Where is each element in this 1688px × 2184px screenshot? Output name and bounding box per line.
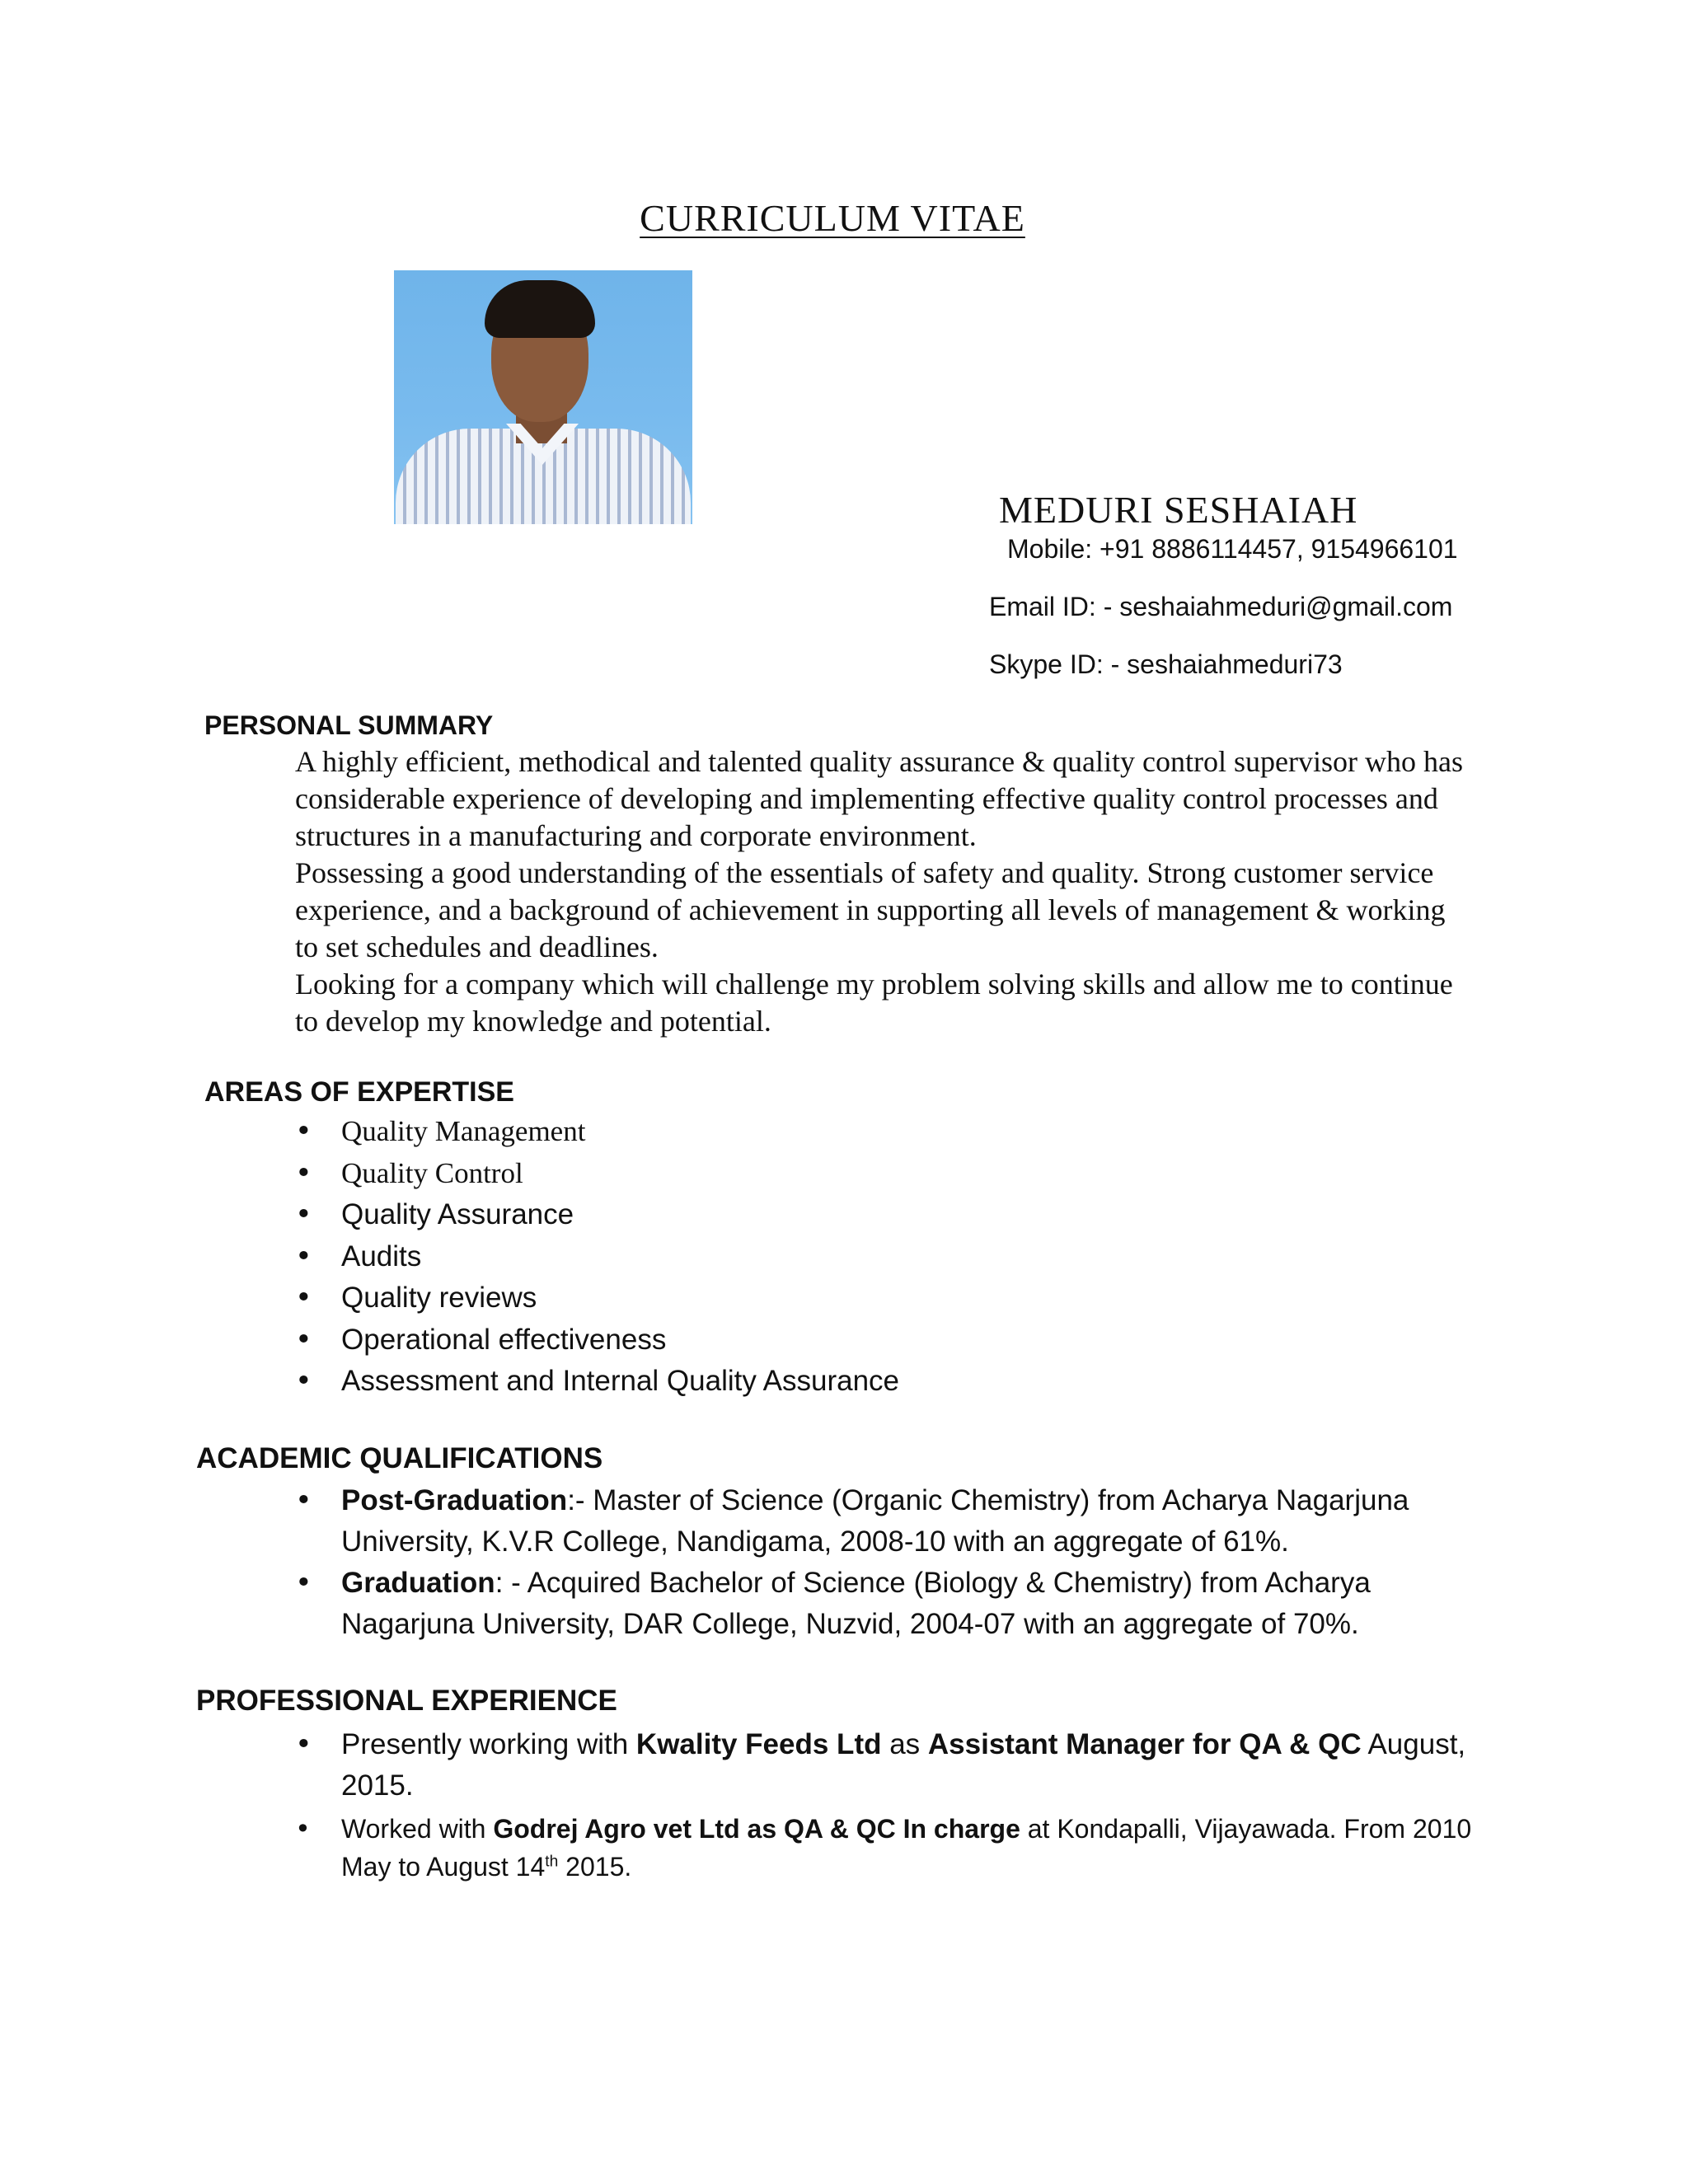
- bullet-icon: •: [295, 1365, 312, 1398]
- section-heading-academic-qualifications: ACADEMIC QUALIFICATIONS: [196, 1442, 603, 1474]
- summary-paragraph: Possessing a good understanding of the essentials of safety and quality. Strong customer service experience, and a background of achievement in supporting all levels of management & working to set schedules and deadlines.: [295, 856, 1446, 963]
- bullet-icon: •: [295, 1567, 312, 1600]
- document-title: CURRICULUM VITAE: [640, 197, 1025, 239]
- bullet-icon: •: [295, 1728, 312, 1761]
- list-item: • Quality Management: [295, 1111, 899, 1153]
- mobile-number: Mobile: +91 8886114457, 9154966101: [1007, 534, 1458, 564]
- summary-paragraph: A highly efficient, methodical and talented quality assurance & quality control supervisor who has considerable experience of developing and implementing effective quality control processes and structures in a manufacturing and corporate environment.: [295, 745, 1463, 852]
- qualification-text: :- Master of Science (Organic Chemistry) from Acharya Nagarjuna University, K.V.R College, Nandigama, 2008-10 with an aggregate of 61%.: [341, 1484, 1409, 1558]
- section-heading-professional-experience: PROFESSIONAL EXPERIENCE: [196, 1685, 617, 1717]
- skype-id: Skype ID: - seshaiahmeduri73: [989, 649, 1343, 679]
- list-item: • Quality reviews: [295, 1277, 899, 1319]
- job-role: Assistant Manager for QA & QC: [927, 1728, 1362, 1760]
- list-item: • Assessment and Internal Quality Assurance: [295, 1361, 899, 1403]
- qualification-text: : - Acquired Bachelor of Science (Biology & Chemistry) from Acharya Nagarjuna University, DAR College, Nuzvid, 2004-07 with an aggregate of 70%.: [341, 1567, 1371, 1640]
- bullet-icon: •: [295, 1156, 312, 1190]
- bullet-icon: •: [295, 1282, 312, 1315]
- experience-list: [295, 1724, 1482, 1886]
- list-item: • Worked with Godrej Agro vet Ltd as QA & QC In charge at Kondapalli, Vijayawada. From 2010 May to August 14th 2015.: [295, 1810, 1482, 1886]
- summary-paragraph: Looking for a company which will challenge my problem solving skills and allow me to continue to develop my knowledge and potential.: [295, 968, 1453, 1038]
- bullet-icon: •: [295, 1240, 312, 1273]
- company-role: Godrej Agro vet Ltd as QA & QC In charge: [493, 1814, 1020, 1844]
- bullet-icon: •: [295, 1813, 311, 1844]
- list-item: [295, 1480, 1482, 1563]
- bullet-icon: •: [295, 1198, 312, 1231]
- qualification-label: Post-Graduation: [341, 1484, 568, 1516]
- profile-photo: [394, 270, 692, 524]
- email-address: Email ID: - seshaiahmeduri@gmail.com: [989, 592, 1453, 621]
- candidate-name: MEDURI SESHAIAH: [999, 489, 1358, 531]
- expertise-list: [295, 1111, 899, 1403]
- academic-list: [295, 1480, 1482, 1645]
- list-item: • Presently working with Kwality Feeds Ltd as Assistant Manager for QA & QC August, 2015.: [295, 1724, 1482, 1807]
- bullet-icon: •: [295, 1323, 312, 1357]
- list-item: • Operational effectiveness: [295, 1319, 899, 1361]
- list-item: • Quality Assurance: [295, 1194, 899, 1236]
- section-heading-areas-of-expertise: AREAS OF EXPERTISE: [204, 1076, 514, 1108]
- bullet-icon: •: [295, 1484, 312, 1517]
- list-item: • Audits: [295, 1236, 899, 1278]
- company-name: Kwality Feeds Ltd: [635, 1728, 882, 1760]
- bullet-icon: •: [295, 1115, 312, 1148]
- personal-summary: [295, 743, 1465, 1040]
- list-item: • Quality Control: [295, 1153, 899, 1195]
- list-item: [295, 1563, 1482, 1645]
- section-heading-personal-summary: PERSONAL SUMMARY: [204, 710, 494, 740]
- qualification-label: Graduation: [341, 1567, 495, 1599]
